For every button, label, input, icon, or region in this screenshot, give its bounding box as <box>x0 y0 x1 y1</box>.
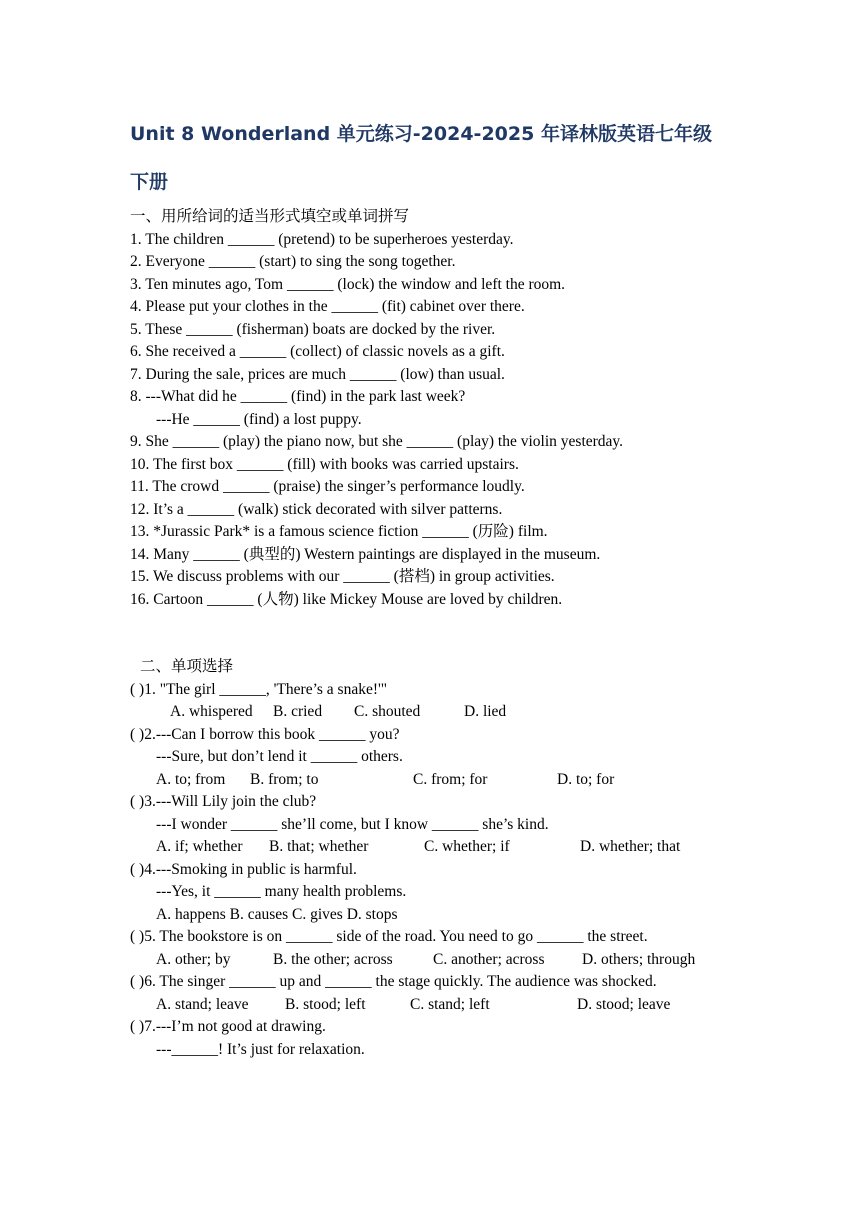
option-b: B. cried <box>273 703 323 720</box>
fill-blank-item-1: 1. The children ______ (pretend) to be superheroes yesterday. <box>130 230 514 248</box>
option-c: C. another; across <box>433 950 545 968</box>
option-d: D. lied <box>464 703 507 720</box>
page-title-continued: 下册 <box>130 171 169 193</box>
option-c: C. from; for <box>413 770 488 788</box>
mc-question-2: ( )2.---Can I borrow this book ______ you? <box>130 725 400 743</box>
mc-question-6-options <box>130 994 732 1017</box>
mc-question-3-options <box>130 836 732 859</box>
mc-question-4: ( )4.---Smoking in public is harmful. <box>130 860 357 878</box>
option-c: C. shouted <box>354 703 421 720</box>
fill-blank-item-5: 5. These ______ (fisherman) boats are docked by the river. <box>130 320 496 338</box>
option-a: A. whispered <box>170 703 253 720</box>
fill-blank-item-7: 7. During the sale, prices are much ______ (low) than usual. <box>130 365 505 383</box>
section-2-heading: 二、单项选择 <box>140 658 234 675</box>
fill-blank-item-13: 13. *Jurassic Park* is a famous science fiction ______ (历险) film. <box>130 523 548 540</box>
fill-blank-item-9: 9. She ______ (play) the piano now, but she ______ (play) the violin yesterday. <box>130 433 624 450</box>
mc-question-7-reply: ---______! It’s just for relaxation. <box>156 1040 365 1058</box>
option-a: A. other; by <box>156 950 231 968</box>
mc-question-2-reply: ---Sure, but don’t lend it ______ others. <box>156 748 403 765</box>
mc-question-6: ( )6. The singer ______ up and ______ the stage quickly. The audience was shocked. <box>130 973 657 990</box>
option-d: D. to; for <box>557 770 615 788</box>
page-title: Unit 8 Wonderland 单元练习-2024-2025 年译林版英语七年级 <box>130 123 712 145</box>
fill-blank-item-3: 3. Ten minutes ago, Tom ______ (lock) the window and left the room. <box>130 275 566 293</box>
option-b: B. that; whether <box>269 838 369 855</box>
fill-blank-item-10: 10. The first box ______ (fill) with books was carried upstairs. <box>130 455 519 473</box>
option-a: A. stand; leave <box>156 995 249 1013</box>
fill-blank-item-8: 8. ---What did he ______ (find) in the park last week? <box>130 388 466 405</box>
mc-question-1-options <box>130 701 732 724</box>
fill-blank-item-14: 14. Many ______ (典型的) Western paintings are displayed in the museum. <box>130 545 601 563</box>
mc-question-3-reply: ---I wonder ______ she’ll come, but I know ______ she’s kind. <box>156 815 549 833</box>
option-d: D. stood; leave <box>577 995 671 1013</box>
fill-blank-item-4: 4. Please put your clothes in the ______ (fit) cabinet over there. <box>130 298 525 315</box>
fill-blank-item-6: 6. She received a ______ (collect) of classic novels as a gift. <box>130 343 505 360</box>
mc-question-2-options <box>130 769 732 792</box>
option-b: B. stood; left <box>285 995 366 1013</box>
option-d: D. whether; that <box>580 838 681 855</box>
mc-question-3: ( )3.---Will Lily join the club? <box>130 793 317 810</box>
mc-question-5-options <box>130 949 732 972</box>
option-c: C. stand; left <box>410 995 490 1013</box>
option-b: B. from; to <box>250 770 319 788</box>
option-d: D. others; through <box>582 950 696 968</box>
mc-question-5: ( )5. The bookstore is on ______ side of the road. You need to go ______ the street. <box>130 928 648 945</box>
option-b: B. the other; across <box>273 950 393 968</box>
fill-blank-item-16: 16. Cartoon ______ (人物) like Mickey Mouse are loved by children. <box>130 590 563 608</box>
fill-blank-item-12: 12. It’s a ______ (walk) stick decorated with silver patterns. <box>130 500 503 518</box>
mc-question-7: ( )7.---I’m not good at drawing. <box>130 1018 326 1035</box>
option-c: C. whether; if <box>424 838 510 855</box>
option-a: A. to; from <box>156 770 226 788</box>
option-a: A. if; whether <box>156 838 243 855</box>
mc-question-4-options: A. happens B. causes C. gives D. stops <box>156 905 398 923</box>
fill-blank-item-2: 2. Everyone ______ (start) to sing the song together. <box>130 253 456 270</box>
section-spacer <box>130 611 732 656</box>
mc-question-4-reply: ---Yes, it ______ many health problems. <box>156 883 407 900</box>
fill-blank-item-15: 15. We discuss problems with our ______ (搭档) in group activities. <box>130 568 555 585</box>
fill-blank-item-8-reply: ---He ______ (find) a lost puppy. <box>156 410 362 428</box>
section-1-heading: 一、用所给词的适当形式填空或单词拼写 <box>130 208 410 225</box>
mc-question-1: ( )1. "The girl ______, 'There’s a snake!'" <box>130 680 388 698</box>
worksheet-page <box>130 110 732 1061</box>
fill-blank-item-11: 11. The crowd ______ (praise) the singer’s performance loudly. <box>130 478 525 495</box>
